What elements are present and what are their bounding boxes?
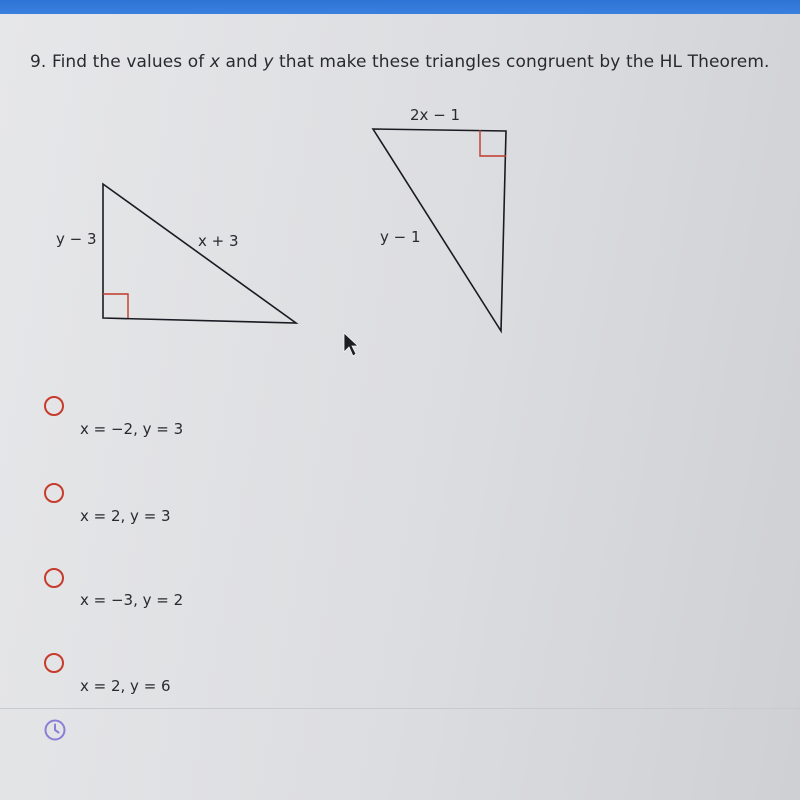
question-number: 9.	[30, 52, 47, 72]
question-text-after: that make these triangles congruent by the HL Theorem.	[273, 52, 770, 72]
right-leg-label: 2x − 1	[410, 106, 461, 124]
choice-label-2: x = 2, y = 3	[80, 507, 171, 525]
radio-button-4[interactable]	[44, 653, 64, 673]
right-right-angle-mark	[480, 130, 506, 156]
choice-label-3: x = −3, y = 2	[80, 591, 184, 609]
question-text-before: Find the values of	[51, 52, 210, 72]
question-text-between: and	[220, 52, 264, 72]
choice-option-4[interactable]	[0, 653, 400, 713]
choice-option-3[interactable]	[0, 568, 400, 628]
left-right-angle-mark	[103, 294, 128, 318]
question-var-y: y	[263, 52, 274, 72]
choice-option-1[interactable]	[0, 396, 400, 456]
pointer-cursor-icon	[344, 333, 358, 356]
left-hypotenuse-label: x + 3	[198, 232, 239, 250]
left-leg-label: y − 3	[56, 230, 97, 248]
choice-label-4: x = 2, y = 6	[80, 677, 171, 695]
radio-button-1[interactable]	[44, 396, 64, 416]
radio-button-2[interactable]	[44, 483, 64, 503]
divider	[0, 708, 800, 709]
choice-label-1: x = −2, y = 3	[80, 420, 184, 438]
clock-icon[interactable]	[43, 718, 67, 742]
radio-button-3[interactable]	[44, 568, 64, 588]
left-triangle	[103, 184, 296, 323]
right-hypotenuse-label: y − 1	[380, 228, 421, 246]
choice-option-2[interactable]	[0, 483, 400, 543]
question-var-x: x	[209, 52, 221, 72]
